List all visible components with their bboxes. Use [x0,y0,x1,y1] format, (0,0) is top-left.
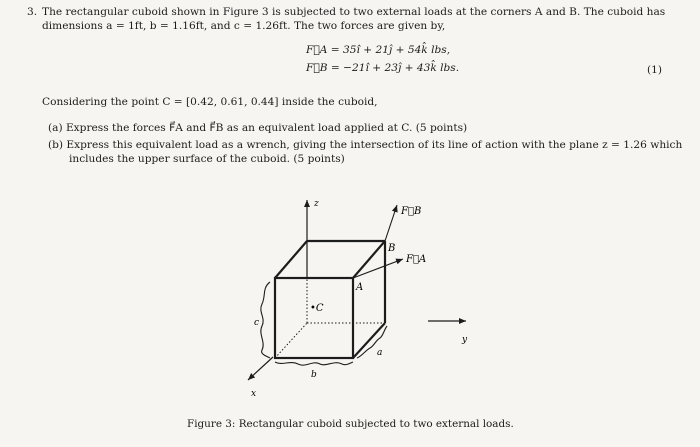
point-c-line: Considering the point C = [0.42, 0.61, 0.44] inside the cuboid, [42,96,378,108]
label-a: a [377,348,383,358]
brace-b [275,362,353,365]
label-point-a: A [356,282,364,293]
force-b-equation: F⃗B = −21î + 23ĵ + 43k̂ lbs. [306,62,460,74]
hidden-edge-diag [275,323,307,358]
label-c: c [254,318,260,328]
label-x: x [251,389,257,399]
label-point-b: B [388,243,396,254]
label-b: b [311,370,317,380]
label-z: z [314,199,319,209]
cuboid-edge-tl [275,241,307,278]
figure-caption: Figure 3: Rectangular cuboid subjected to two external loads. [187,418,514,430]
part-b-line-2: includes the upper surface of the cuboid. (5 points) [69,153,345,165]
brace-a [357,326,387,358]
label-point-c: •C [310,303,324,314]
cuboid-front-face [275,278,353,358]
part-a: (a) Express the forces F⃗A and F⃗B as an equivalent load applied at C. (5 points) [48,122,468,134]
intro-line-1: The rectangular cuboid shown in Figure 3 is subjected to two external loads at the corners A and B. The cuboid has [42,6,666,18]
force-b-arrow [385,205,397,241]
label-force-a: F⃗A [406,254,427,265]
brace-c [261,282,270,358]
equation-number: (1) [647,64,663,76]
intro-line-2: dimensions a = 1ft, b = 1.16ft, and c = 1.26ft. The two forces are given by, [42,20,446,32]
problem-number: 3. [27,6,38,18]
x-axis [248,357,273,380]
force-a-equation: F⃗A = 35î + 21ĵ + 54k̂ lbs, [306,44,451,56]
label-y: y [462,335,468,345]
label-force-b: F⃗B [401,206,422,217]
part-b-line-1: (b) Express this equivalent load as a wrench, giving the intersection of its line of action with the plane z = 1.26 which [48,139,683,151]
